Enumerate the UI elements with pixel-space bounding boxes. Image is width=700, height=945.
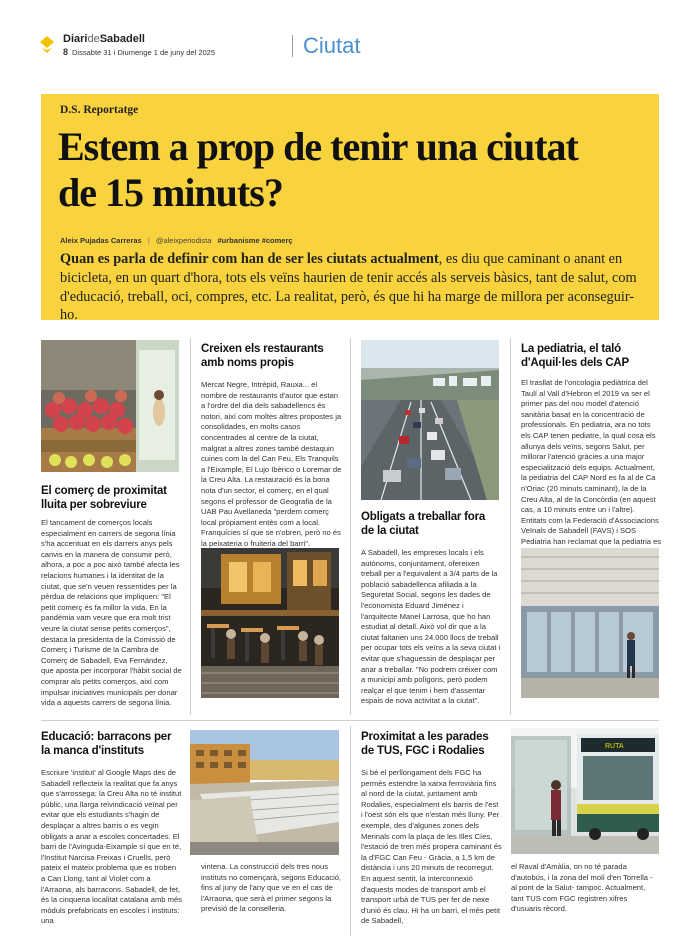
fruit-shop-photo <box>41 340 179 472</box>
column-rule <box>350 338 351 715</box>
motorway-traffic-photo <box>361 340 499 500</box>
pediatria-body: El trasllat de l'oncologia pediàtrica del Taulí al Vall d'Hebron el 2019 va ser el primer pas del nou model d'atenció sanitària basat en la concentració de professionals. En pediatria, ara no tots els CAP tenen pediatre, la qual cosa els allunya dels veïns, segons Salut, per millorar l'atenció gràcies a una major especialització dels equips. Actualment, la pediatria del CAP Nord es fa al de Ca n'Oriac (20 minuts caminant), la de la Creu Alta, al de la Concòrdia (en aquest cas, a 10 minuts entre un i l'altre). Entitats com la Federació d'Associacions Veïnals de Sabadell (FAVS) i SOS Pediatria han reclamat que la pediatria es <box>521 378 662 546</box>
prefab-classrooms-photo <box>190 730 339 855</box>
restaurant-terrace-photo <box>201 548 339 698</box>
health-centre-photo <box>521 548 659 698</box>
restaurants-body: Mercat Negre, Intrèpid, Rauxa... el nombre de restaurants d'autor que estan a l'ordre del dia dels sabadellencs és notori, així com moltes altres propostes ja consolidades, en molts casos concentrades al centre de la ciutat, malgrat a altres zones també destaquin cuines com la del Can Feu, Els Tranquils a l'Eixample, El Lujo Ibèrico o Loremar de la Creu Alta. La restauració és la bona nota d'un sector, el comerç, en el qual segons el professor de Geografia de la UAB Pau Avellaneda "perdem comerç local pròpiament entès com a local. Franquícies sí que se n'obren, però no és la peixateria o fruiteria del barri". <box>201 380 342 548</box>
page-date: 8 Dissabte 31 i Diumenge 1 de juny del 2025 <box>63 47 216 57</box>
pediatria-title: La pediatria, el taló d'Aquil·les dels CAP <box>521 343 630 369</box>
treballar-title: Obligats a treballar fora de la ciutat <box>361 511 486 537</box>
transport-body-col2: el Raval d'Amàlia, on no té parada d'autobús, i la zona del molí d'en Torrella -al pont de la Salut- tampoc. Actualment, tant TUS com FGC registren xifres d'usuaris rècord. <box>511 862 653 914</box>
column-rule <box>350 726 351 936</box>
diari-logo-icon <box>40 36 54 54</box>
tags: #urbanisme #comerç <box>217 236 293 245</box>
column-rule <box>510 338 511 715</box>
transport-title: Proximitat a les parades de TUS, FGC i Rodalies <box>361 731 489 757</box>
educacio-title: Educació: barracons per la manca d'instituts <box>41 731 172 757</box>
row-rule <box>41 720 659 721</box>
page-number: 8 <box>63 47 69 57</box>
section-divider <box>292 35 293 57</box>
bus-stop-photo <box>511 728 659 854</box>
author-handle: @aleixperiodista <box>155 236 212 245</box>
transport-body-col1: Si bé el perllongament dels FGC ha permès estendre la xarxa ferroviària fins al nord de la ciutat, juntament amb Rodalies, especialment els barris de l'est i l'oest són els que n'estan més lluny. Per exemple, des d'algunes zones dels Merinals com la plaça de les Illes Cíes, l'estació de tren més propera caminant és la d'FGC Can Feu - Gràcia, a 1,5 km de distància i uns 20 minuts de recorregut. En aquest sentit, la interconnexió d'aquests modes de transport amb el transport urbà de TUS per fer de nexe d'unió és clau. Hi ha un barri, el més petit de Sabadell, <box>361 768 502 926</box>
restaurants-title: Creixen els restaurants amb noms propis <box>201 343 324 369</box>
byline: Aleix Pujadas Carreras | @aleixperiodista #urbanisme #comerç <box>60 236 293 245</box>
kicker: D.S. Reportatge <box>60 104 139 116</box>
treballar-body: A Sabadell, les empreses locals i els autònoms, conjuntament, ofereixen treball per a l'equivalent a 3/4 parts de la població sabadellenca afiliada a la Seguretat Social, segons les dades de l'economista Eduard Jiménez i l'arquitecte Manel Larrosa, que ho han estudiat al detall. Això vol dir que a la ciutat faltarien uns 24.000 llocs de treball per ocupar tots els veïns a la seva ciutat i evitar que s'haguessin de desplaçar per anar a treballar. "No podrem créixer com a municipi amb polígons, però podem realçar el que tenim i hem d'assentar espais de nova activitat a la ciutat". <box>361 548 501 706</box>
column-rule <box>190 338 191 715</box>
masthead-brand: DiarideSabadell <box>63 33 145 45</box>
educacio-body-col1: Escriure 'institut' al Google Maps des de Sabadell reflecteix la realitat que fa anys que s'arrossega: la Creu Alta no té institut públic, una llarga reivindicació veïnal per evitar que els estudiants s'hagin de desplaçar a altres barris o es vegin obligats a anar a escoles concertades. El barri de l'Avinguda-Eixample sí que en té, l'Institut Narcisa Freixas i Cruells, però pateix el mateix problema que es troben a Can Llong, tant al Violet com a l'Arraona, als barracons. Sabadell, de fet, és la cinquena localitat catalana amb més mòduls prefabricats en escoles i instituts: una <box>41 768 182 926</box>
lede: Quan es parla de definir com han de ser les ciutats actualment, es diu que caminant o anant en bicicleta, en un quart d'hora, tots els veïns haurien de tenir accés als serveis bàsics, tant de salut, com d'educació, treball, oci, compres, etc. La realitat, però, és que hi ha marge de millora per aconseguir-ho. <box>60 251 637 324</box>
educacio-body-col2: vintena. La construcció dels tres nous instituts no començarà, segons Educació, fins al juny de l'any que ve en el cas de l'Arraona, que serà el primer segons la previsió de la conselleria. <box>201 862 342 914</box>
author: Aleix Pujadas Carreras <box>60 236 142 245</box>
comerc-body: El tancament de comerços locals especialment en carrers de segona línia s'ha accentuat en els darrers anys pels canvis en la manera de consumir però, alhora, a poc a poc això també afecta les relacions humanes i la identitat de la ciutat, que se'n veuen ressentides per la pèrdua de relacions que impliquen: "El petit comerç és fa millor la vida. En la pandèmia vam veure que era molt trist veure la ciutat sense petits comerços", destaca la presidenta de la Comissió de Comerç i Turisme de la Cambra de Comerç de Sabadell, Eva Fernández, que aposta per incorporar l'hàbit social de comprar als petits comerços, així com impulsar iniciatives municipals per donar vida a aquests carrers de segona línia. <box>41 518 182 708</box>
section-title: Ciutat <box>303 33 361 58</box>
headline: Estem a prop de tenir una ciutat de 15 minuts? <box>58 124 578 215</box>
comerc-title: El comerç de proximitat lluita per sobreviure <box>41 485 167 511</box>
bus-destination-sign: RUTA <box>605 743 624 750</box>
